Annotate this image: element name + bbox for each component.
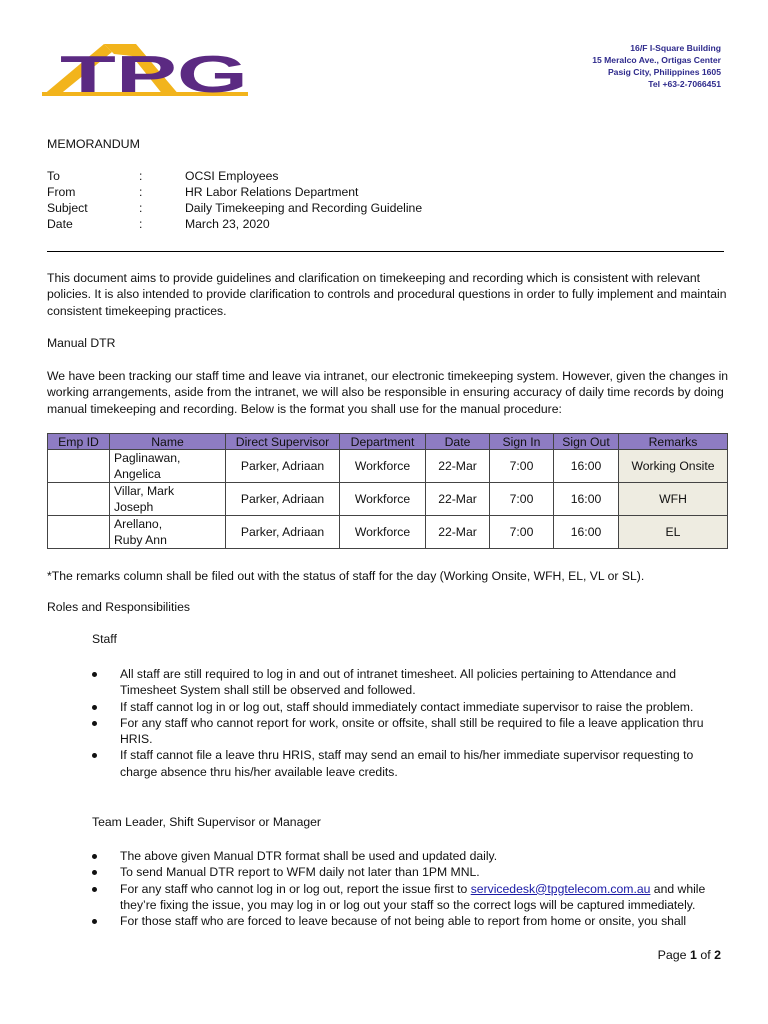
bullet-icon [92, 887, 97, 892]
field-colon: : [139, 201, 143, 215]
cell-emp-id [48, 483, 110, 516]
list-item [92, 881, 732, 914]
cell-remarks: WFH [619, 483, 728, 516]
cell-supervisor: Parker, Adriaan [226, 483, 340, 516]
intro-paragraph: This document aims to provide guidelines and clarification on timekeeping and recording which is consistent with relevant policies. It is also intended to provide clarification to controls and procedural questions in order to fully implement and maintain consistent timekeeping practices. [47, 271, 727, 318]
memo-title: MEMORANDUM [47, 137, 140, 151]
field-label: Date [47, 217, 73, 231]
cell-date: 22-Mar [426, 450, 490, 483]
cell-supervisor: Parker, Adriaan [226, 450, 340, 483]
field-value: March 23, 2020 [185, 217, 270, 231]
field-value: HR Labor Relations Department [185, 185, 359, 199]
field-label: To [47, 169, 60, 183]
field-colon: : [139, 217, 143, 231]
manual-dtr-heading: Manual DTR [47, 336, 116, 350]
col-sign-out: Sign Out [554, 434, 619, 450]
leaders-list [92, 848, 732, 929]
cell-sign-out: 16:00 [554, 516, 619, 549]
cell-department: Workforce [340, 450, 426, 483]
list-item-text: If staff cannot file a leave thru HRIS, staff may send an email to his/her immediate supervisor requesting to charge absence thru his/her available leave credits. [120, 748, 694, 779]
page-number [658, 948, 721, 962]
cell-emp-id [48, 516, 110, 549]
list-item-text: To send Manual DTR report to WFM daily not later than 1PM MNL. [120, 865, 480, 880]
list-item-text: The above given Manual DTR format shall be used and updated daily. [120, 849, 498, 863]
cell-sign-in: 7:00 [490, 516, 554, 549]
cell-sign-in: 7:00 [490, 483, 554, 516]
cell-name [110, 483, 226, 516]
cell-supervisor: Parker, Adriaan [226, 516, 340, 549]
address-line: 16/F I-Square Building [630, 43, 721, 53]
cell-remarks: Working Onsite [619, 450, 728, 483]
cell-date: 22-Mar [426, 483, 490, 516]
logo-text: TPG [60, 46, 248, 98]
leaders-heading: Team Leader, Shift Supervisor or Manager [92, 815, 321, 829]
bullet-icon [92, 753, 97, 758]
staff-list [92, 666, 732, 780]
list-item-text: All staff are still required to log in and out of intranet timesheet. All policies pertaining to Attendance and Timesheet System shall still be observed and followed. [120, 667, 676, 698]
list-item [92, 747, 732, 780]
col-date: Date [426, 434, 490, 450]
tpg-logo [40, 40, 252, 98]
memo-fields [47, 168, 422, 232]
col-direct-supervisor: Direct Supervisor [226, 434, 340, 450]
col-name: Name [110, 434, 226, 450]
bullet-icon [92, 870, 97, 875]
col-remarks: Remarks [619, 434, 728, 450]
name-line: Joseph [114, 500, 154, 514]
cell-sign-in: 7:00 [490, 450, 554, 483]
list-item [92, 715, 732, 748]
remarks-note: *The remarks column shall be filed out with the status of staff for the day (Working Onsite, WFH, EL, VL or SL). [47, 569, 645, 583]
list-item-text: For any staff who cannot report for work, onsite or offsite, shall still be required to file a leave application thru HRIS. [120, 715, 704, 747]
memo-field-subject [47, 200, 422, 216]
cell-remarks: EL [619, 516, 728, 549]
list-item [92, 864, 732, 880]
bullet-icon [92, 919, 97, 924]
bullet-icon [92, 672, 97, 677]
cell-date: 22-Mar [426, 516, 490, 549]
field-colon: : [139, 185, 143, 199]
list-item [92, 666, 732, 699]
table-header-row [48, 434, 728, 450]
list-item-text: For any staff who cannot log in or log out, report the issue first to [120, 881, 471, 896]
field-label: Subject [47, 201, 88, 215]
cell-name [110, 450, 226, 483]
current-page: 1 [689, 948, 697, 962]
table-row [48, 516, 728, 549]
list-item-text: and while they’re fixing the issue, you may log in or log out your staff so the correct logs will be captured immediately. [120, 881, 706, 912]
table-row [48, 483, 728, 516]
list-item [92, 699, 732, 715]
name-line: Ruby Ann [114, 533, 167, 547]
page-prefix: Page [657, 948, 690, 962]
col-department: Department [340, 434, 426, 450]
memo-field-date [47, 216, 422, 232]
total-pages: 2 [714, 948, 721, 962]
company-address [592, 42, 721, 90]
name-line: Arellano, [114, 517, 163, 531]
col-emp-id: Emp ID [48, 434, 110, 450]
servicedesk-email-link[interactable]: servicedesk@tpgtelecom.com.au [470, 881, 651, 896]
address-line: 15 Meralco Ave., Ortigas Center [592, 55, 721, 65]
cell-sign-out: 16:00 [554, 483, 619, 516]
cell-department: Workforce [340, 516, 426, 549]
col-sign-in: Sign In [490, 434, 554, 450]
list-item [92, 848, 732, 864]
field-colon: : [139, 169, 143, 183]
page-of: of [696, 948, 715, 962]
memo-field-to [47, 168, 422, 184]
list-item-text: If staff cannot log in or log out, staff should immediately contact immediate supervisor to raise the problem. [120, 699, 694, 714]
field-value: Daily Timekeeping and Recording Guideline [185, 201, 423, 215]
name-line: Villar, Mark [114, 484, 175, 498]
staff-heading: Staff [92, 632, 117, 646]
memo-field-from [47, 184, 422, 200]
cell-name [110, 516, 226, 549]
manual-dtr-paragraph: We have been tracking our staff time and leave via intranet, our electronic timekeeping system. However, given the changes in working arrangements, aside from the intranet, we will also be responsible in ensuring accuracy of daily time records by doing manual timekeeping and recording. Below is the format you shall use for the manual procedure: [47, 369, 729, 416]
list-item-text: For those staff who are forced to leave because of not being able to report from home or onsite, you shall [120, 914, 687, 929]
name-line: Paglinawan, [114, 451, 181, 465]
header-divider [47, 251, 724, 252]
table-row [48, 450, 728, 483]
roles-heading: Roles and Responsibilities [47, 600, 190, 614]
bullet-icon [92, 705, 97, 710]
cell-sign-out: 16:00 [554, 450, 619, 483]
name-line: Angelica [114, 467, 161, 481]
list-item [92, 913, 732, 929]
cell-emp-id [48, 450, 110, 483]
field-label: From [47, 185, 76, 199]
dtr-table [47, 433, 728, 549]
bullet-icon [92, 721, 97, 726]
address-line: Tel +63-2-7066451 [648, 79, 721, 89]
field-value: OCSI Employees [185, 169, 279, 183]
bullet-icon [92, 854, 97, 859]
address-line: Pasig City, Philippines 1605 [607, 67, 721, 77]
cell-department: Workforce [340, 483, 426, 516]
